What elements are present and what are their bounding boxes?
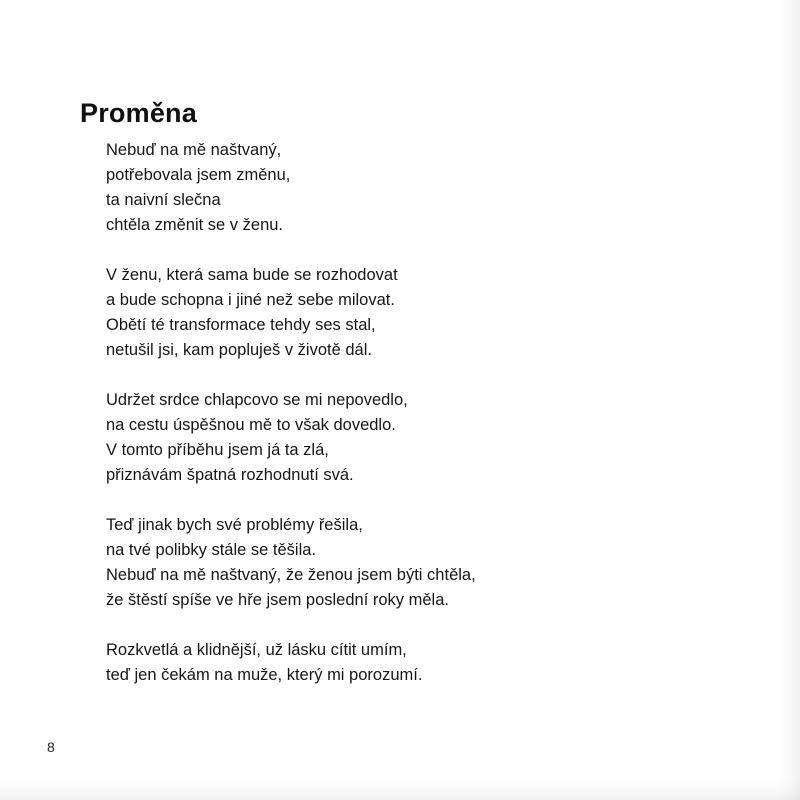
poem-line: teď jen čekám na muže, který mi porozumí. xyxy=(106,666,423,684)
poem-line: V ženu, která sama bude se rozhodovat xyxy=(106,266,398,284)
page-edge-shadow-bottom xyxy=(0,778,800,800)
poem-stanza xyxy=(106,388,726,488)
poem-line: chtěla změnit se v ženu. xyxy=(106,216,284,234)
poem-line: na cestu úspěšnou mě to však dovedlo. xyxy=(106,416,396,434)
page-title: Proměna xyxy=(80,98,197,129)
poem-line: že štěstí spíše ve hře jsem poslední roky měla. xyxy=(106,591,449,609)
poem-stanza xyxy=(106,513,726,613)
poem-stanza xyxy=(106,638,726,688)
poem-line: přiznávám špatná rozhodnutí svá. xyxy=(106,466,354,484)
poem-line: Obětí té transformace tehdy ses stal, xyxy=(106,316,376,334)
poem-stanza xyxy=(106,263,726,363)
poem-line: Teď jinak bych své problémy řešila, xyxy=(106,516,363,534)
poem-line: Rozkvetlá a klidnější, už lásku cítit umím, xyxy=(106,641,407,659)
poem-line: potřebovala jsem změnu, xyxy=(106,166,291,184)
poem-line: Udržet srdce chlapcovo se mi nepovedlo, xyxy=(106,391,408,409)
poem-line: ta naivní slečna xyxy=(106,191,221,209)
poem-stanza xyxy=(106,138,726,238)
poem-line: Nebuď na mě naštvaný, xyxy=(106,141,282,159)
page-edge-shadow-right xyxy=(776,0,800,800)
poem-line: V tomto příběhu jsem já ta zlá, xyxy=(106,441,329,459)
poem-line: netušil jsi, kam popluješ v životě dál. xyxy=(106,341,372,359)
page-number: 8 xyxy=(47,739,55,755)
poem-body xyxy=(106,138,726,688)
poem-line: Nebuď na mě naštvaný, že ženou jsem býti chtěla, xyxy=(106,566,476,584)
poem-line: a bude schopna i jiné než sebe milovat. xyxy=(106,291,395,309)
poem-line: na tvé polibky stále se těšila. xyxy=(106,541,317,559)
